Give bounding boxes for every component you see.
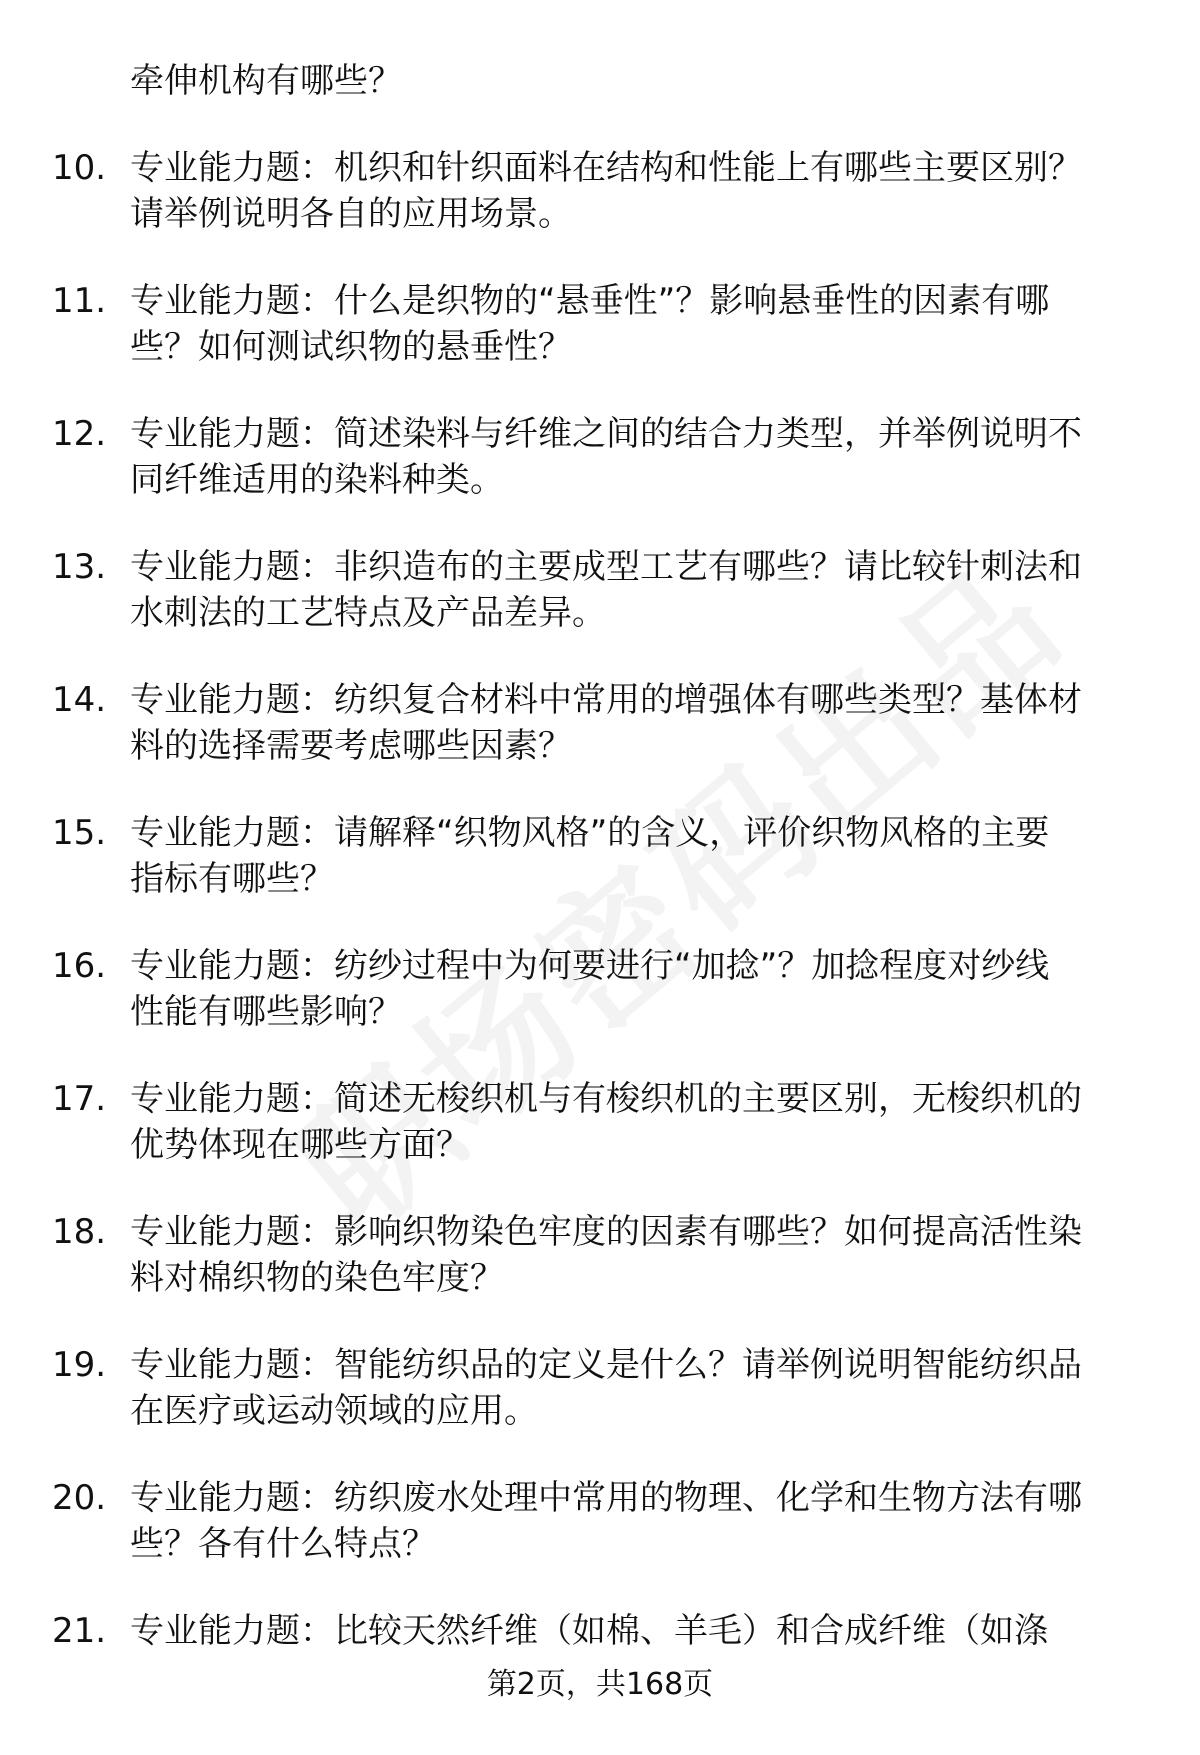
question-number: 11. [52, 281, 107, 321]
question-item [0, 1342, 1200, 1475]
question-item [0, 1475, 1200, 1608]
question-text [130, 1475, 1140, 1567]
question-line: 专业能力题：纺织复合材料中常用的增强体有哪些类型？基体材 [130, 680, 1082, 720]
question-line: 请举例说明各自的应用场景。 [130, 194, 572, 234]
question-line: 专业能力题：影响织物染色牢度的因素有哪些？如何提高活性染 [130, 1212, 1082, 1252]
question-number: 16. [52, 946, 107, 986]
question-number: 15. [52, 813, 107, 853]
question-line: 专业能力题：什么是织物的“悬垂性”？影响悬垂性的因素有哪 [130, 281, 1050, 321]
question-text [130, 943, 1140, 1035]
question-text [130, 810, 1140, 902]
question-line: 优势体现在哪些方面？ [130, 1125, 470, 1165]
question-text [130, 677, 1140, 769]
question-text [130, 1342, 1140, 1434]
question-number: 17. [52, 1079, 107, 1119]
question-item [0, 810, 1200, 943]
question-line: 些？各有什么特点？ [130, 1524, 436, 1564]
question-line: 性能有哪些影响？ [130, 992, 402, 1032]
question-number: 12. [52, 414, 107, 454]
question-number: 18. [52, 1212, 107, 1252]
question-item [0, 1209, 1200, 1342]
question-line: 水刺法的工艺特点及产品差异。 [130, 593, 606, 633]
question-text [130, 278, 1140, 370]
question-item [0, 1076, 1200, 1209]
question-line: 在医疗或运动领域的应用。 [130, 1391, 538, 1431]
question-item [0, 677, 1200, 810]
question-number: 14. [52, 680, 107, 720]
question-text [130, 1076, 1140, 1168]
question-line: 专业能力题：简述染料与纤维之间的结合力类型，并举例说明不 [130, 414, 1082, 454]
question-line: 专业能力题：比较天然纤维（如棉、羊毛）和合成纤维（如涤 [130, 1611, 1048, 1651]
question-item [0, 544, 1200, 677]
question-number: 19. [52, 1345, 107, 1385]
page-footer: 第2页，共168页 [486, 1667, 714, 1702]
question-line: 专业能力题：请解释“织物风格”的含义，评价织物风格的主要 [130, 813, 1050, 853]
question-line: 料对棉织物的染色牢度？ [130, 1258, 504, 1298]
question-text [130, 1608, 1140, 1654]
question-line: 专业能力题：机织和针织面料在结构和性能上有哪些主要区别？ [130, 148, 1082, 188]
question-item [0, 943, 1200, 1076]
question-line: 专业能力题：非织造布的主要成型工艺有哪些？请比较针刺法和 [130, 547, 1082, 587]
question-line: 专业能力题：智能纺织品的定义是什么？请举例说明智能纺织品 [130, 1345, 1082, 1385]
question-item [0, 278, 1200, 411]
continued-question-text: 牵伸机构有哪些？ [130, 61, 402, 101]
question-line: 料的选择需要考虑哪些因素？ [130, 726, 572, 766]
question-line: 同纤维适用的染料种类。 [130, 460, 504, 500]
question-line: 些？如何测试织物的悬垂性？ [130, 327, 572, 367]
question-line: 专业能力题：简述无梭织机与有梭织机的主要区别，无梭织机的 [130, 1079, 1082, 1119]
question-item [0, 411, 1200, 544]
question-number: 20. [52, 1478, 107, 1518]
question-number: 21. [52, 1611, 107, 1651]
question-line: 专业能力题：纺纱过程中为何要进行“加捻”？加捻程度对纱线 [130, 946, 1050, 986]
question-number: 10. [52, 148, 107, 188]
question-item [0, 145, 1200, 278]
question-text [130, 544, 1140, 636]
question-line: 指标有哪些？ [130, 859, 334, 899]
question-number: 13. [52, 547, 107, 587]
question-text [130, 145, 1140, 237]
question-line: 专业能力题：纺织废水处理中常用的物理、化学和生物方法有哪 [130, 1478, 1082, 1518]
question-text [130, 1209, 1140, 1301]
question-text [130, 411, 1140, 503]
question-list [0, 145, 1200, 1741]
